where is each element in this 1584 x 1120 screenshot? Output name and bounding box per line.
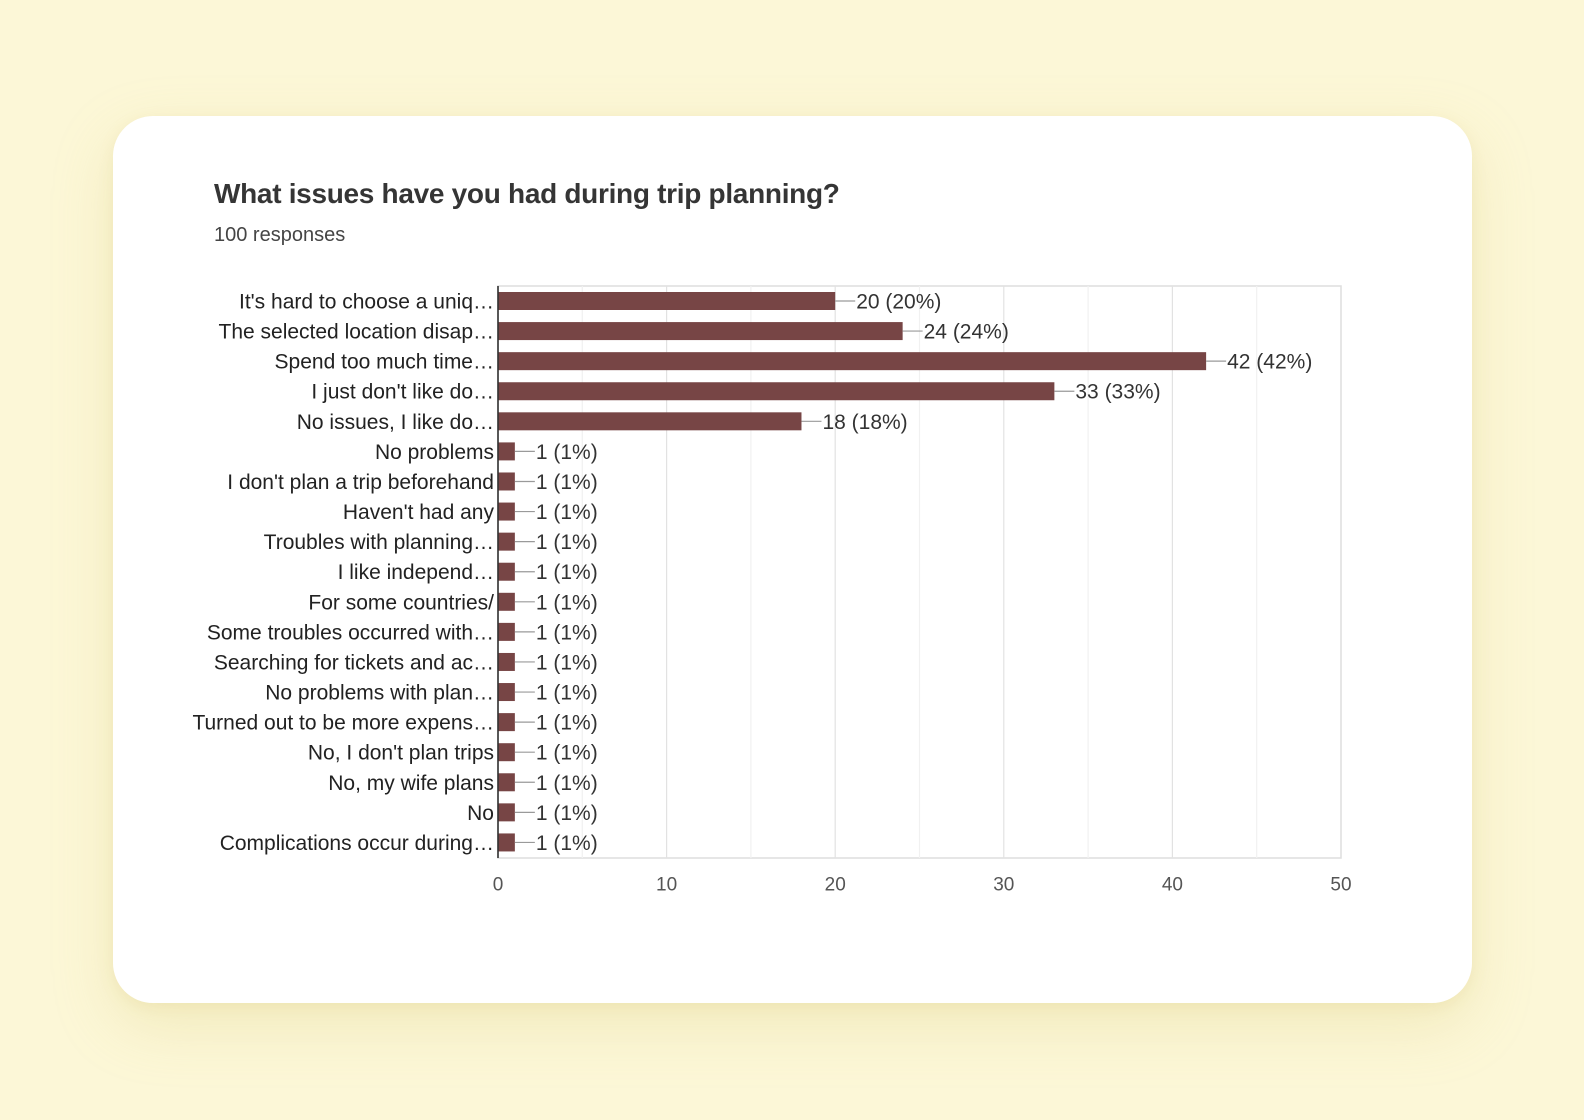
category-label: I like independ… — [337, 561, 494, 585]
bar-4 — [498, 382, 1054, 400]
data-label: 1 (1%) — [535, 831, 598, 855]
bar-5 — [498, 412, 801, 430]
x-tick-label: 0 — [492, 874, 504, 896]
data-label: 20 (20%) — [856, 290, 942, 314]
data-label: 1 (1%) — [535, 801, 598, 825]
category-label: The selected location disap… — [218, 320, 494, 344]
data-label: 1 (1%) — [535, 501, 598, 525]
bar-10 — [498, 563, 515, 581]
data-label: 1 (1%) — [535, 531, 598, 555]
data-label: 42 (42%) — [1227, 350, 1313, 374]
bar-17 — [498, 773, 515, 791]
x-tick-label: 20 — [824, 874, 846, 896]
data-label: 1 (1%) — [535, 681, 598, 705]
data-label: 24 (24%) — [923, 320, 1009, 344]
bar-6 — [498, 442, 515, 460]
category-label: No, my wife plans — [328, 771, 494, 795]
x-tick-label: 50 — [1330, 874, 1352, 896]
data-label: 1 (1%) — [535, 711, 598, 735]
category-label: I don't plan a trip beforehand — [227, 470, 494, 494]
category-label: No problems — [374, 440, 494, 464]
data-label: 1 (1%) — [535, 741, 598, 765]
x-tick-label: 30 — [993, 874, 1015, 896]
x-tick-label: 40 — [1161, 874, 1183, 896]
category-label: Spend too much time… — [274, 350, 494, 374]
data-label: 1 (1%) — [535, 470, 598, 494]
category-label: No — [467, 801, 494, 825]
data-label: 1 (1%) — [535, 591, 598, 615]
data-label: 1 (1%) — [535, 621, 598, 645]
bar-1 — [498, 292, 835, 310]
bar-19 — [498, 833, 515, 851]
bar-2 — [498, 322, 903, 340]
category-label: Haven't had any — [342, 501, 494, 525]
data-label: 1 (1%) — [535, 771, 598, 795]
x-tick-label: 10 — [656, 874, 678, 896]
category-label: Some troubles occurred with… — [206, 621, 494, 645]
category-label: No, I don't plan trips — [307, 741, 494, 765]
category-label: No problems with plan… — [265, 681, 494, 705]
chart-title: What issues have you had during trip planning? — [214, 178, 840, 209]
category-label: No issues, I like do… — [296, 410, 494, 434]
bar-11 — [498, 593, 515, 611]
bar-18 — [498, 803, 515, 821]
bar-3 — [498, 352, 1206, 370]
bar-15 — [498, 713, 515, 731]
data-label: 18 (18%) — [822, 410, 908, 434]
category-label: Turned out to be more expens… — [192, 711, 494, 735]
category-label: Searching for tickets and ac… — [213, 651, 494, 675]
bar-8 — [498, 503, 515, 521]
bar-12 — [498, 623, 515, 641]
bar-7 — [498, 472, 515, 490]
bar-14 — [498, 683, 515, 701]
category-label: Complications occur during… — [219, 831, 494, 855]
bar-13 — [498, 653, 515, 671]
response-count: 100 responses — [214, 224, 346, 246]
data-label: 1 (1%) — [535, 440, 598, 464]
bar-9 — [498, 533, 515, 551]
data-label: 1 (1%) — [535, 561, 598, 585]
bar-16 — [498, 743, 515, 761]
data-label: 1 (1%) — [535, 651, 598, 675]
category-label: I just don't like do… — [311, 380, 494, 404]
category-label: It's hard to choose a uniq… — [239, 290, 494, 314]
category-label: Troubles with planning… — [263, 531, 494, 555]
category-label: For some countries/ — [308, 591, 494, 615]
data-label: 33 (33%) — [1075, 380, 1161, 404]
